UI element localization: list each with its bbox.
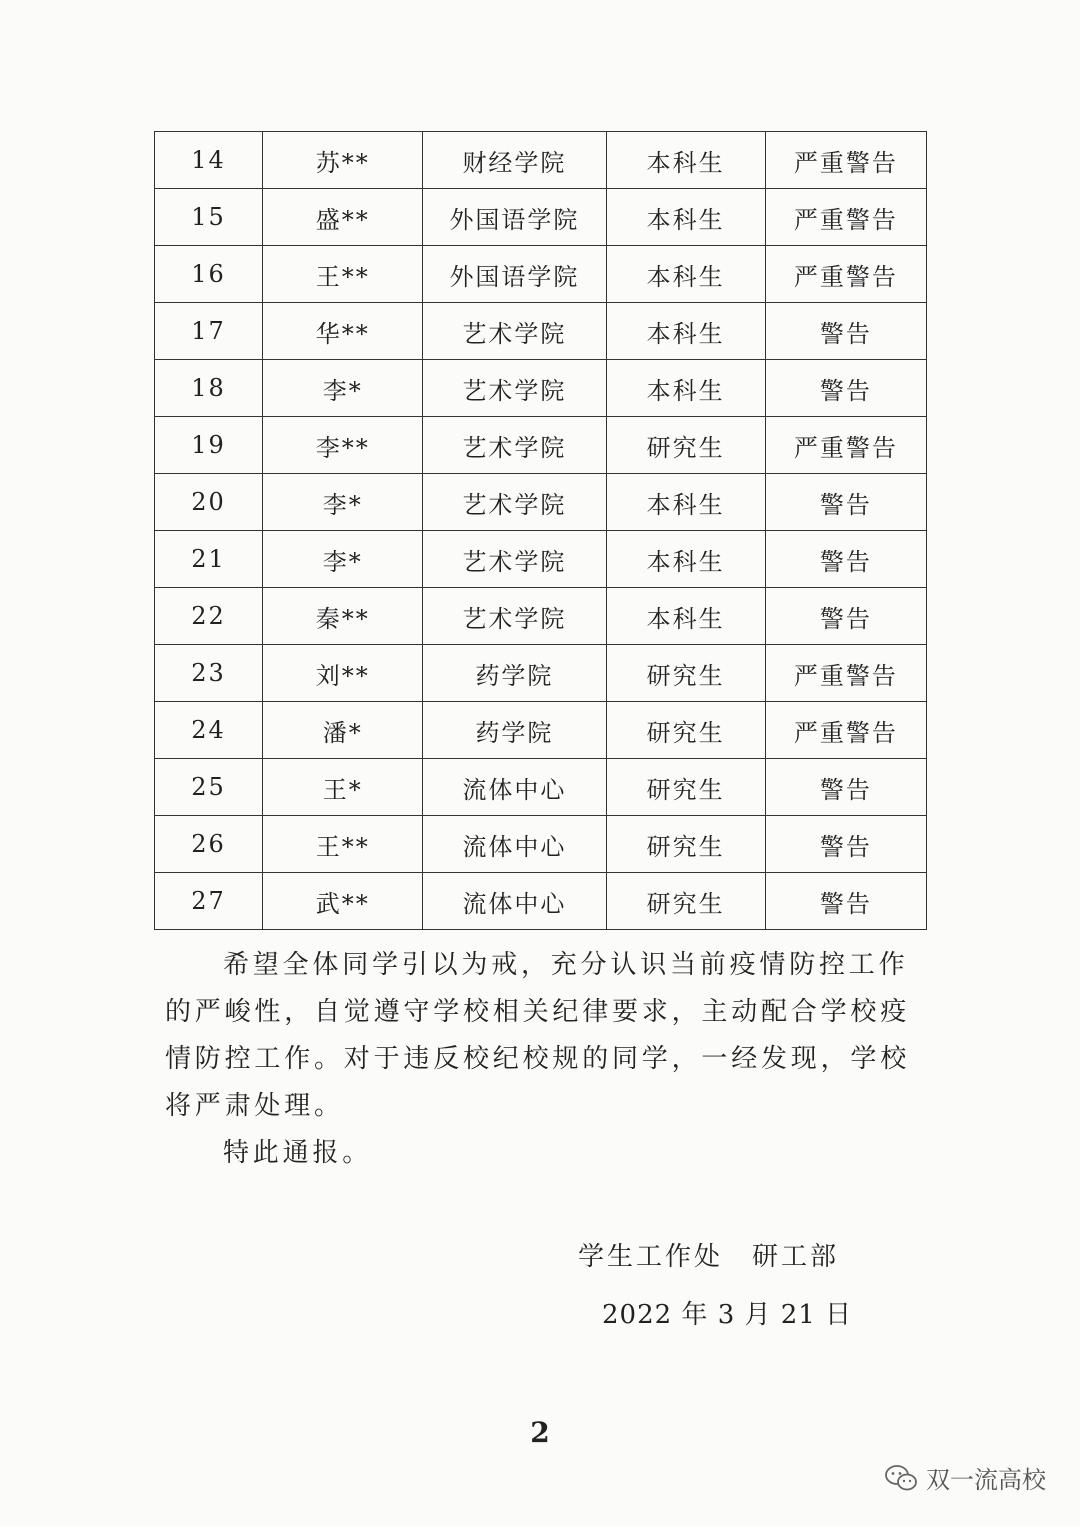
cell-type: 本科生 <box>606 132 765 189</box>
notice-ending: 特此通报。 <box>223 1138 373 1168</box>
signature-department: 学生工作处 研工部 <box>578 1242 840 1272</box>
cell-college: 外国语学院 <box>423 246 606 303</box>
disciplinary-table <box>154 131 927 930</box>
cell-type: 本科生 <box>606 303 765 360</box>
cell-type: 研究生 <box>606 702 765 759</box>
cell-no: 17 <box>155 303 263 360</box>
cell-name: 秦** <box>263 588 423 645</box>
table-row <box>155 645 927 702</box>
cell-name: 武** <box>263 873 423 930</box>
page-number: 2 <box>530 1416 550 1449</box>
cell-penalty: 警告 <box>765 873 926 930</box>
cell-no: 25 <box>155 759 263 816</box>
cell-college: 流体中心 <box>423 759 606 816</box>
table-row <box>155 816 927 873</box>
cell-type: 研究生 <box>606 645 765 702</box>
cell-name: 李** <box>263 417 423 474</box>
cell-type: 本科生 <box>606 531 765 588</box>
table-row <box>155 531 927 588</box>
cell-penalty: 严重警告 <box>765 645 926 702</box>
cell-type: 本科生 <box>606 246 765 303</box>
cell-penalty: 警告 <box>765 360 926 417</box>
cell-penalty: 严重警告 <box>765 189 926 246</box>
cell-type: 本科生 <box>606 474 765 531</box>
cell-college: 流体中心 <box>423 873 606 930</box>
table-row <box>155 474 927 531</box>
watermark <box>884 1460 1046 1495</box>
cell-no: 23 <box>155 645 263 702</box>
cell-no: 19 <box>155 417 263 474</box>
cell-college: 外国语学院 <box>423 189 606 246</box>
cell-no: 15 <box>155 189 263 246</box>
table-row <box>155 246 927 303</box>
cell-penalty: 严重警告 <box>765 132 926 189</box>
cell-penalty: 警告 <box>765 588 926 645</box>
wechat-icon <box>884 1464 918 1492</box>
disciplinary-table-body <box>155 132 927 930</box>
cell-name: 李* <box>263 360 423 417</box>
cell-no: 26 <box>155 816 263 873</box>
cell-no: 16 <box>155 246 263 303</box>
cell-name: 王* <box>263 759 423 816</box>
cell-no: 21 <box>155 531 263 588</box>
cell-name: 李* <box>263 531 423 588</box>
cell-penalty: 严重警告 <box>765 246 926 303</box>
watermark-text: 双一流高校 <box>926 1466 1046 1494</box>
cell-college: 药学院 <box>423 702 606 759</box>
cell-college: 流体中心 <box>423 816 606 873</box>
cell-college: 艺术学院 <box>423 588 606 645</box>
cell-college: 艺术学院 <box>423 531 606 588</box>
table-row <box>155 873 927 930</box>
cell-name: 潘* <box>263 702 423 759</box>
table-row <box>155 189 927 246</box>
table-row <box>155 588 927 645</box>
cell-type: 本科生 <box>606 360 765 417</box>
cell-name: 苏** <box>263 132 423 189</box>
cell-type: 本科生 <box>606 588 765 645</box>
cell-name: 李* <box>263 474 423 531</box>
cell-no: 18 <box>155 360 263 417</box>
cell-college: 财经学院 <box>423 132 606 189</box>
cell-name: 刘** <box>263 645 423 702</box>
cell-penalty: 严重警告 <box>765 417 926 474</box>
table-row <box>155 417 927 474</box>
table-row <box>155 702 927 759</box>
cell-college: 药学院 <box>423 645 606 702</box>
signature-date: 2022 年 3 月 21 日 <box>602 1300 853 1330</box>
cell-college: 艺术学院 <box>423 303 606 360</box>
cell-college: 艺术学院 <box>423 360 606 417</box>
cell-college: 艺术学院 <box>423 417 606 474</box>
cell-penalty: 警告 <box>765 531 926 588</box>
cell-type: 本科生 <box>606 189 765 246</box>
cell-name: 王** <box>263 246 423 303</box>
cell-penalty: 警告 <box>765 759 926 816</box>
cell-no: 20 <box>155 474 263 531</box>
cell-name: 王** <box>263 816 423 873</box>
cell-no: 22 <box>155 588 263 645</box>
table-row <box>155 360 927 417</box>
table-row <box>155 303 927 360</box>
cell-name: 华** <box>263 303 423 360</box>
cell-type: 研究生 <box>606 873 765 930</box>
cell-no: 27 <box>155 873 263 930</box>
cell-name: 盛** <box>263 189 423 246</box>
cell-no: 14 <box>155 132 263 189</box>
cell-penalty: 严重警告 <box>765 702 926 759</box>
cell-college: 艺术学院 <box>423 474 606 531</box>
cell-penalty: 警告 <box>765 816 926 873</box>
cell-no: 24 <box>155 702 263 759</box>
cell-type: 研究生 <box>606 759 765 816</box>
closing-paragraph: 希望全体同学引以为戒，充分认识当前疫情防控工作的严峻性，自觉遵守学校相关纪律要求，主动配合学校疫情防控工作。对于违反校纪校规的同学，一经发现，学校将严肃处理。 <box>165 950 911 1121</box>
table-row <box>155 132 927 189</box>
cell-type: 研究生 <box>606 417 765 474</box>
cell-type: 研究生 <box>606 816 765 873</box>
cell-penalty: 警告 <box>765 303 926 360</box>
table-row <box>155 759 927 816</box>
cell-penalty: 警告 <box>765 474 926 531</box>
